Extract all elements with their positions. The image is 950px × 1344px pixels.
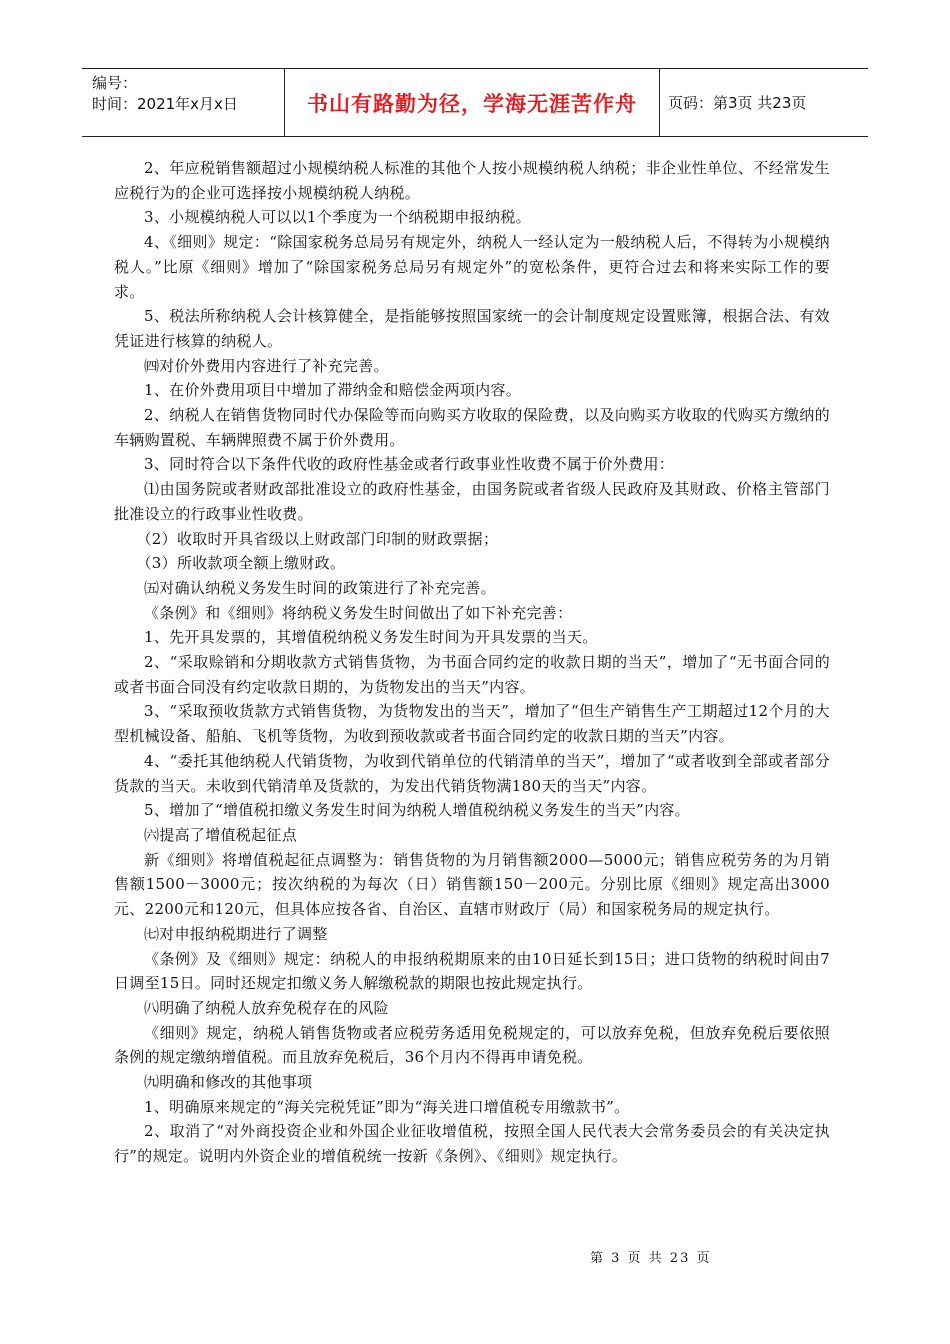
- paragraph: 4、“委托其他纳税人代销货物，为收到代销单位的代销清单的当天”，增加了“或者收到全部或者部分货款的当天。未收到代销清单及货款的，为发出代销货物满180天的当天”内容。: [114, 751, 830, 795]
- section-heading: ㈤对确认纳税义务发生时间的政策进行了补充完善。: [144, 578, 496, 597]
- header-left-cell: [82, 69, 285, 136]
- paragraph: 5、税法所称纳税人会计核算健全，是指能够按照国家统一的会计制度规定设置账簿，根据合法、有效凭证进行核算的纳税人。: [114, 307, 830, 350]
- paragraph: 2、取消了“对外商投资企业和外国企业征收增值税，按照全国人民代表大会常务委员会的有关决定执行”的规定。说明内外资企业的增值税统一按新《条例》、《细则》规定执行。: [114, 1122, 830, 1166]
- section-heading: ㈥提高了增值税起征点: [144, 825, 298, 844]
- paragraph: 5、增加了“增值税扣缴义务发生时间为纳税人增值税纳税义务发生的当天”内容。: [144, 801, 690, 820]
- paragraph: （2）收取时开具省级以上财政部门印制的财政票据；: [136, 529, 499, 548]
- section-heading: ㈧明确了纳税人放弃免税存在的风险: [144, 998, 389, 1017]
- paragraph: ⑴由国务院或者财政部批准设立的政府性基金，由国务院或者省级人民政府及其财政、价格主管部门批准设立的行政事业性收费。: [114, 480, 830, 523]
- paragraph: 1、在价外费用项目中增加了滞纳金和赔偿金两项内容。: [144, 381, 522, 400]
- paragraph: 1、先开具发票的，其增值税纳税义务发生时间为开具发票的当天。: [144, 628, 598, 647]
- header-page-info: 页码：第3页 共23页: [668, 94, 807, 112]
- paragraph: 《条例》和《细则》将纳税义务发生时间做出了如下补充完善：: [144, 603, 573, 622]
- paragraph: 新《细则》将增值税起征点调整为：销售货物的为月销售额2000—5000元；销售应税劳务的为月销售额1500－3000元；按次纳税的为每次（日）销售额150－200元。分别比原《细则》规定高出3000元、2200元和120元，但具体应按各省、自治区、直辖市财政厅（局）和国家税务局的规定执行。: [114, 850, 830, 919]
- paragraph: 《细则》规定，纳税人销售货物或者应税劳务适用免税规定的，可以放弃免税，但放弃免税后要依照条例的规定缴纳增值税。而且放弃免税后，36个月内不得再申请免税。: [114, 1023, 830, 1067]
- document-body: [114, 156, 830, 1169]
- paragraph: 3、小规模纳税人可以以1个季度为一个纳税期申报纳税。: [144, 208, 531, 227]
- page-header: [82, 68, 868, 137]
- paragraph: 3、“采取预收货款方式销售货物，为货物发出的当天”，增加了“但生产销售生产工期超过12个月的大型机械设备、船舶、飞机等货物，为收到预收款或者书面合同约定的收款日期的当天”内容。: [114, 702, 830, 746]
- document-date-label: 时间：2021年x月x日: [92, 95, 238, 113]
- header-middle-cell: [285, 69, 660, 136]
- document-number-label: 编号：: [92, 74, 138, 92]
- paragraph: 《条例》及《细则》规定：纳税人的申报纳税期原来的由10日延长到15日；进口货物的纳税时间由7日调至15日。同时还规定扣缴义务人解缴税款的期限也按此规定执行。: [114, 949, 830, 993]
- paragraph: 2、纳税人在销售货物同时代办保险等而向购买方收取的保险费，以及向购买方收取的代购买方缴纳的车辆购置税、车辆牌照费不属于价外费用。: [114, 406, 830, 449]
- paragraph: 4、《细则》规定：“除国家税务总局另有规定外，纳税人一经认定为一般纳税人后，不得转为小规模纳税人。”比原《细则》增加了“除国家税务总局另有规定外”的宽松条件，更符合过去和将来实际工作的要求。: [114, 233, 830, 301]
- section-heading: ㈦对申报纳税期进行了调整: [144, 924, 328, 943]
- paragraph: （3）所收款项全额上缴财政。: [136, 554, 346, 573]
- paragraph: 2、年应税销售额超过小规模纳税人标准的其他个人按小规模纳税人纳税；非企业性单位、不经常发生应税行为的企业可选择按小规模纳税人纳税。: [114, 159, 830, 202]
- paragraph: 3、同时符合以下条件代收的政府性基金或者行政事业性收费不属于价外费用：: [144, 455, 675, 474]
- paragraph: 1、明确原来规定的“海关完税凭证”即为“海关进口增值税专用缴款书”。: [144, 1097, 630, 1116]
- section-heading: ㈨明确和修改的其他事项: [144, 1073, 313, 1092]
- page-footer: 第 3 页 共 23 页: [590, 1251, 712, 1266]
- paragraph: 2、“采取赊销和分期收款方式销售货物，为书面合同约定的收款日期的当天”，增加了“无书面合同的或者书面合同没有约定收款日期的，为货物发出的当天”内容。: [114, 653, 830, 696]
- header-right-cell: [660, 69, 876, 136]
- header-motto: 书山有路勤为径，学海无涯苦作舟: [307, 91, 637, 116]
- section-heading: ㈣对价外费用内容进行了补充完善。: [144, 356, 389, 375]
